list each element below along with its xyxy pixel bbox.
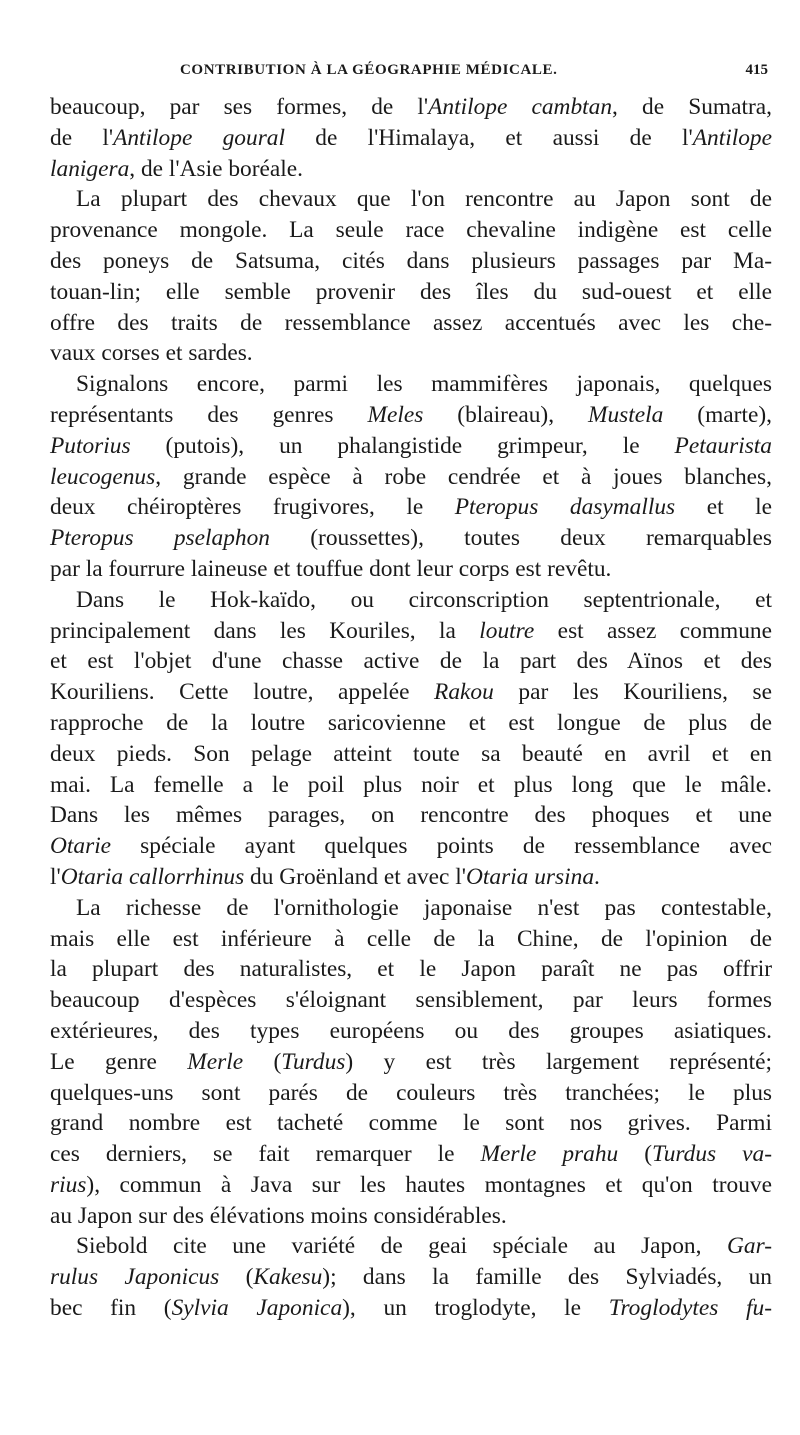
text-line: [50, 492, 772, 523]
text-line: [50, 338, 772, 369]
text-line: [50, 1231, 772, 1262]
italic-term: lanigera: [50, 155, 130, 182]
text-line: [50, 646, 772, 677]
text-line: [50, 1108, 772, 1139]
text-run: principalement dans les Kouriles, la: [50, 617, 480, 644]
italic-term: Kakesu: [253, 1264, 323, 1291]
text-run: (putois), un phalangistide grimpeur, le: [130, 432, 675, 459]
text-run: au Japon sur des élévations moins considérables.: [50, 1202, 507, 1229]
text-run: Dans le Hok-kaïdo, ou circonscription septentrionale, et: [76, 586, 772, 613]
text-line: [50, 523, 772, 554]
text-line: [50, 1078, 772, 1109]
text-run: la plupart des naturalistes, et le Japon paraît ne pas offrir: [50, 956, 772, 983]
text-run: mais elle est inférieure à celle de la Chine, de l'opinion de: [50, 925, 772, 952]
text-line: [50, 924, 772, 955]
text-line: [50, 215, 772, 246]
italic-term: Otaria callorrhinus: [60, 863, 245, 890]
text-run: du Groënland et avec l': [244, 863, 466, 890]
text-run: Kouriliens. Cette loutre, appelée: [50, 679, 435, 706]
italic-term: rulus Japonicus: [50, 1264, 220, 1291]
text-line: [50, 1047, 772, 1078]
text-line: [50, 123, 772, 154]
text-run: (: [243, 1048, 282, 1075]
italic-term: Petaurista: [674, 432, 772, 459]
italic-term: Otaria ursina: [466, 863, 595, 890]
text-run: provenance mongole. La seule race chevaline indigène est celle: [50, 217, 772, 244]
text-line: [50, 369, 772, 400]
text-line: [50, 184, 772, 215]
text-run: vaux corses et sardes.: [50, 340, 253, 367]
page-number: 415: [745, 62, 768, 78]
text-run: représentants des genres: [50, 401, 368, 428]
text-run: mai. La femelle a le poil plus noir et plus long que le mâle.: [50, 771, 772, 798]
text-run: ), commun à Java sur les hautes montagnes et qu'on trouve: [86, 1171, 772, 1198]
italic-term: Putorius: [50, 432, 131, 459]
italic-term: Meles: [367, 401, 424, 428]
italic-term: leucogenus: [50, 463, 156, 490]
text-run: rapproche de la loutre saricovienne et est longue de plus de: [50, 709, 772, 736]
body-text: [50, 92, 772, 1324]
text-run: par les Kouriliens, se: [493, 679, 772, 706]
text-line: [50, 585, 772, 616]
text-line: [50, 1139, 772, 1170]
text-run: .: [594, 863, 600, 890]
italic-term: loutre: [479, 617, 535, 644]
italic-term: Turdus va-: [652, 1141, 772, 1168]
text-run: (: [618, 1141, 653, 1168]
text-line: [50, 431, 772, 462]
text-line: [50, 246, 772, 277]
italic-term: Antilope: [692, 124, 772, 151]
text-run: touan-lin; elle semble provenir des îles du sud-ouest et elle: [50, 278, 772, 305]
text-line: [50, 1262, 772, 1293]
text-run: ces derniers, se fait remarquer le: [50, 1141, 481, 1168]
italic-term: Pteropus pselaphon: [50, 525, 270, 552]
text-run: La plupart des chevaux que l'on rencontre au Japon sont de: [76, 186, 772, 213]
text-run: ), un troglodyte, le: [342, 1295, 609, 1322]
text-run: des poneys de Satsuma, cités dans plusieurs passages par Ma-: [50, 247, 772, 274]
text-run: ); dans la famille des Sylviadés, un: [322, 1264, 772, 1291]
text-run: bec fin (: [50, 1295, 172, 1322]
text-run: (marte),: [663, 401, 772, 428]
text-run: ) y est très largement représenté;: [345, 1048, 773, 1075]
text-run: beaucoup d'espèces s'éloignant sensiblement, par leurs formes: [50, 987, 772, 1014]
text-run: Siebold cite une variété de geai spéciale au Japon,: [76, 1233, 727, 1260]
text-line: [50, 277, 772, 308]
text-run: (roussettes), toutes deux remarquables: [270, 525, 772, 552]
text-line: [50, 770, 772, 801]
text-run: Dans les mêmes parages, on rencontre des phoques et une: [50, 802, 772, 829]
italic-term: Turdus: [281, 1048, 346, 1075]
text-line: [50, 1201, 772, 1232]
text-run: , de Sumatra,: [612, 94, 773, 120]
text-run: extérieures, des types européens ou des groupes asiatiques.: [50, 1017, 772, 1044]
text-run: de l': [50, 124, 114, 151]
text-line: [50, 92, 772, 123]
text-run: et le: [675, 494, 772, 521]
text-line: [50, 800, 772, 831]
italic-term: Rakou: [434, 679, 494, 706]
italic-term: Gar-: [726, 1233, 772, 1260]
text-line: [50, 554, 772, 585]
text-line: [50, 677, 772, 708]
text-line: [50, 462, 772, 493]
text-run: beaucoup, par ses formes, de l': [50, 94, 429, 120]
italic-term: Sylvia Japonica: [171, 1295, 343, 1322]
text-run: par la fourrure laineuse et touffue dont leur corps est revêtu.: [50, 555, 612, 582]
italic-term: Otarie: [50, 833, 112, 860]
italic-term: Merle: [187, 1048, 244, 1075]
text-run: offre des traits de ressemblance assez accentués avec les che-: [50, 309, 772, 336]
text-run: , grande espèce à robe cendrée et à joues blanches,: [155, 463, 772, 490]
text-line: [50, 1016, 772, 1047]
text-run: (blaireau),: [423, 401, 588, 428]
text-run: , de l'Asie boréale.: [129, 155, 303, 182]
text-line: [50, 831, 772, 862]
italic-term: Antilope goural: [113, 124, 285, 151]
text-run: Signalons encore, parmi les mammifères japonais, quelques: [76, 371, 772, 398]
running-head: CONTRIBUTION À LA GÉOGRAPHIE MÉDICALE.: [180, 62, 558, 78]
page-header: [40, 62, 768, 86]
text-line: [50, 308, 772, 339]
italic-term: Mustela: [588, 401, 664, 428]
text-run: et est l'objet d'une chasse active de la part des Aïnos et des: [50, 648, 772, 675]
text-line: [50, 400, 772, 431]
text-run: deux pieds. Son pelage atteint toute sa beauté en avril et en: [50, 740, 772, 767]
text-line: [50, 616, 772, 647]
text-run: quelques-uns sont parés de couleurs très tranchées; le plus: [50, 1079, 772, 1106]
text-run: deux chéiroptères frugivores, le: [50, 494, 455, 521]
italic-term: rius: [50, 1171, 87, 1198]
text-line: [50, 893, 772, 924]
text-run: La richesse de l'ornithologie japonaise n'est pas contestable,: [76, 894, 772, 921]
text-line: [50, 154, 772, 185]
text-line: [50, 739, 772, 770]
text-run: l': [50, 863, 61, 890]
text-line: [50, 1170, 772, 1201]
text-run: Le genre: [50, 1048, 188, 1075]
text-run: de l'Himalaya, et aussi de l': [285, 124, 693, 151]
text-run: spéciale ayant quelques points de ressemblance avec: [111, 833, 772, 860]
text-run: grand nombre est tacheté comme le sont nos grives. Parmi: [50, 1110, 772, 1137]
text-run: (: [219, 1264, 254, 1291]
text-line: [50, 954, 772, 985]
italic-term: Antilope cambtan: [428, 94, 613, 120]
italic-term: Troglodytes fu-: [608, 1295, 772, 1322]
text-line: [50, 1293, 772, 1324]
italic-term: Pteropus dasymallus: [454, 494, 676, 521]
text-run: est assez commune: [534, 617, 772, 644]
text-line: [50, 985, 772, 1016]
text-line: [50, 862, 772, 893]
text-line: [50, 708, 772, 739]
italic-term: Merle prahu: [480, 1141, 619, 1168]
